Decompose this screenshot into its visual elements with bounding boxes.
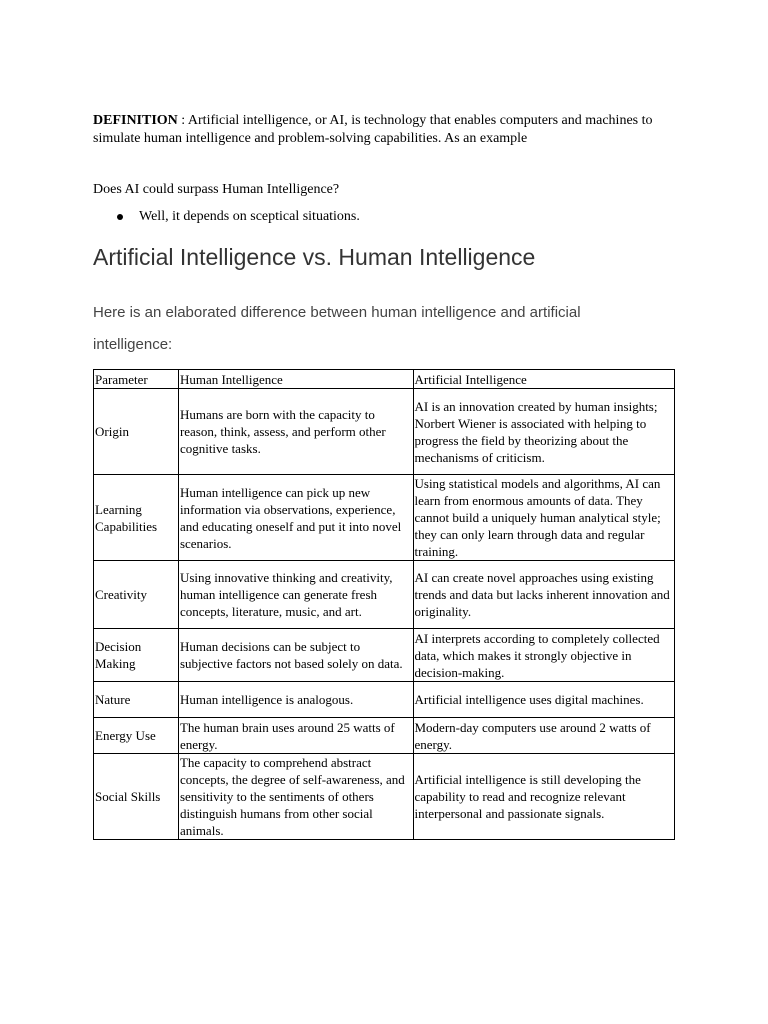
table-cell-human: Human intelligence can pick up new information via observations, experience, and educating oneself and put it into novel scenarios. [178, 475, 413, 561]
table-row [94, 754, 675, 840]
column-header-ai: Artificial Intelligence [413, 370, 675, 389]
table-cell-parameter: Decision Making [94, 629, 179, 682]
table-cell-parameter: Nature [94, 682, 179, 718]
table-header-row [94, 370, 675, 389]
table-row [94, 389, 675, 475]
definition-paragraph [93, 112, 683, 148]
table-cell-ai: Artificial intelligence uses digital machines. [413, 682, 675, 718]
column-header-human: Human Intelligence [178, 370, 413, 389]
table-cell-parameter: Energy Use [94, 718, 179, 754]
definition-label: DEFINITION [93, 113, 178, 128]
table-cell-ai: AI interprets according to completely collected data, which makes it strongly objective in decision-making. [413, 629, 675, 682]
table-cell-ai: Artificial intelligence is still developing the capability to read and recognize relevant interpersonal and passionate signals. [413, 754, 675, 840]
table-cell-human: Human intelligence is analogous. [178, 682, 413, 718]
table-row [94, 475, 675, 561]
table-cell-parameter: Social Skills [94, 754, 179, 840]
table-cell-human: Human decisions can be subject to subjective factors not based solely on data. [178, 629, 413, 682]
table-row [94, 629, 675, 682]
section-heading: Artificial Intelligence vs. Human Intelligence [93, 244, 536, 270]
table-cell-ai: AI can create novel approaches using existing trends and data but lacks inherent innovation and originality. [413, 561, 675, 629]
comparison-table [93, 369, 675, 840]
list-item-text: Well, it depends on sceptical situations. [139, 209, 360, 224]
question-text: Does AI could surpass Human Intelligence? [93, 182, 340, 197]
list-item [93, 208, 360, 226]
bullet-list [93, 208, 360, 226]
table-cell-ai: AI is an innovation created by human insights; Norbert Wiener is associated with helping to progress the field by theorizing about the mechanisms of criticism. [413, 389, 675, 475]
definition-text: : Artificial intelligence, or AI, is technology that enables computers and machines to simulate human intelligence and problem-solving capabilities. As an example [93, 113, 653, 146]
table-cell-human: The capacity to comprehend abstract concepts, the degree of self-awareness, and sensitivity to the sentiments of others distinguish humans from other social animals. [178, 754, 413, 840]
intro-paragraph: Here is an elaborated difference between human intelligence and artificial intelligence: [93, 304, 581, 353]
table-row [94, 718, 675, 754]
table-row [94, 561, 675, 629]
table-row [94, 682, 675, 718]
table-cell-ai: Modern-day computers use around 2 watts of energy. [413, 718, 675, 754]
table-cell-human: The human brain uses around 25 watts of energy. [178, 718, 413, 754]
table-cell-human: Humans are born with the capacity to reason, think, assess, and perform other cognitive tasks. [178, 389, 413, 475]
table-cell-parameter: Creativity [94, 561, 179, 629]
table-cell-parameter: Origin [94, 389, 179, 475]
column-header-parameter: Parameter [94, 370, 179, 389]
table-cell-parameter: Learning Capabilities [94, 475, 179, 561]
table-cell-human: Using innovative thinking and creativity, human intelligence can generate fresh concepts, literature, music, and art. [178, 561, 413, 629]
table-cell-ai: Using statistical models and algorithms, AI can learn from enormous amounts of data. They cannot build a uniquely human analytical style; they can only learn through data and regular training. [413, 475, 675, 561]
bullet-icon [117, 214, 123, 220]
